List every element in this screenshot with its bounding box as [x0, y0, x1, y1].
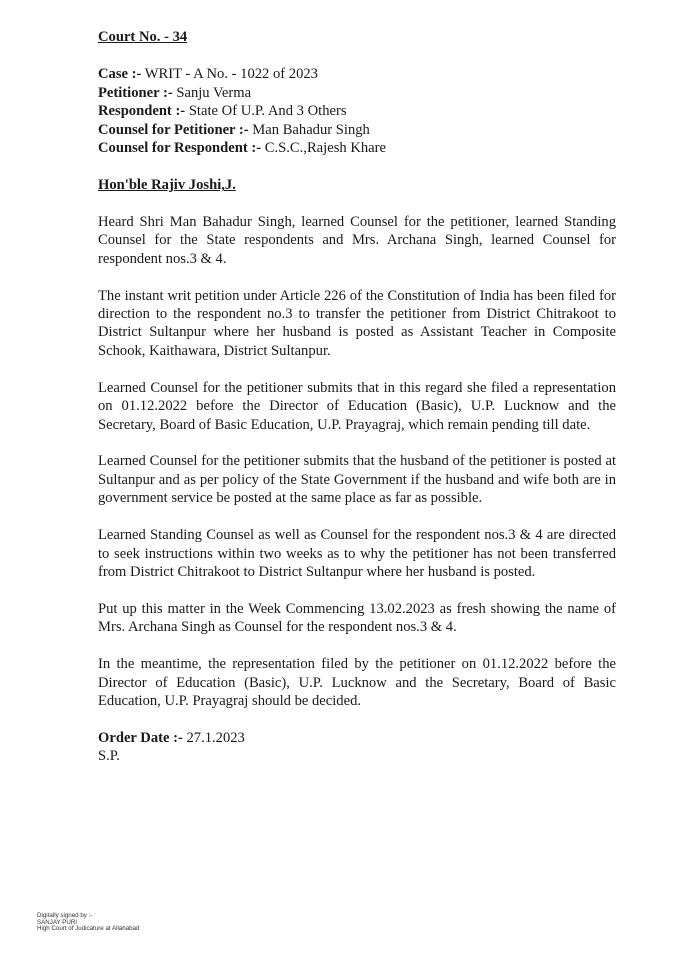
counsel-petitioner-line	[98, 121, 616, 139]
signature-court: High Court of Judicature at Allahabad	[37, 925, 140, 933]
petitioner-line	[98, 84, 616, 102]
order-date-value: 27.1.2023	[182, 729, 245, 746]
counsel-petitioner-label: Counsel for Petitioner :-	[98, 121, 249, 138]
respondent-label: Respondent :-	[98, 103, 186, 120]
court-order-document	[98, 28, 616, 766]
counsel-respondent-value: C.S.C.,Rajesh Khare	[261, 140, 386, 157]
judge-name: Hon'ble Rajiv Joshi,J.	[98, 177, 236, 194]
signature-line-1: Digitally signed by :-	[37, 912, 93, 919]
paragraph-representation: Learned Counsel for the petitioner submits that in this regard she filed a representation on 01.12.2022 before the Director of Education (Basic), U.P. Lucknow and the Secretary, Board of Basic Education, U.P. Prayagraj, which remain pending till date.	[98, 379, 616, 433]
respondent-value: State Of U.P. And 3 Others	[185, 103, 347, 120]
court-number: Court No. - 34	[98, 29, 188, 45]
paragraph-petition: The instant writ petition under Article 226 of the Constitution of India has been filed for direction to the respondent no.3 to transfer the petitioner from District Chitrakoot to District Sultanpur where her husband is posted as Assistant Teacher in Composite Schook, Kaithawara, District Sultanpur.	[98, 287, 616, 359]
case-number-line	[98, 65, 616, 83]
case-info-block	[98, 65, 616, 157]
respondent-line	[98, 102, 616, 120]
paragraph-meantime: In the meantime, the representation filed by the petitioner on 01.12.2022 before the Director of Education (Basic), U.P. Lucknow and the Secretary, Board of Basic Education, U.P. Prayagraj should be decided.	[98, 656, 616, 709]
signature-name: SANJAY PURI	[37, 918, 78, 926]
case-label: Case :-	[98, 66, 142, 83]
order-date-label: Order Date :-	[98, 729, 183, 746]
digital-signature	[37, 913, 140, 933]
counsel-respondent-line	[98, 139, 616, 157]
paragraph-heard: Heard Shri Man Bahadur Singh, learned Counsel for the petitioner, learned Standing Counsel for the State respondents and Mrs. Archana Singh, learned Counsel for respondent nos.3 & 4.	[98, 213, 616, 267]
petitioner-value: Sanju Verma	[172, 84, 252, 101]
paragraph-listing: Put up this matter in the Week Commencing 13.02.2023 as fresh showing the name of Mrs. Archana Singh as Counsel for the respondent nos.3 & 4.	[98, 600, 616, 636]
case-value: WRIT - A No. - 1022 of 2023	[141, 66, 318, 83]
counsel-petitioner-value: Man Bahadur Singh	[248, 121, 370, 138]
counsel-respondent-label: Counsel for Respondent :-	[98, 140, 262, 157]
initials: S.P.	[98, 748, 120, 765]
petitioner-label: Petitioner :-	[98, 84, 173, 101]
paragraph-policy: Learned Counsel for the petitioner submits that the husband of the petitioner is posted at Sultanpur and as per policy of the State Government if the husband and wife both are in government service be posted at the same place as far as possible.	[98, 453, 616, 507]
paragraph-instructions: Learned Standing Counsel as well as Counsel for the respondent nos.3 & 4 are directed to seek instructions within two weeks as to why the petitioner has not been transferred from District Chitrakoot to District Sultanpur where her husband is posted.	[98, 527, 616, 580]
order-date-line	[98, 729, 616, 747]
